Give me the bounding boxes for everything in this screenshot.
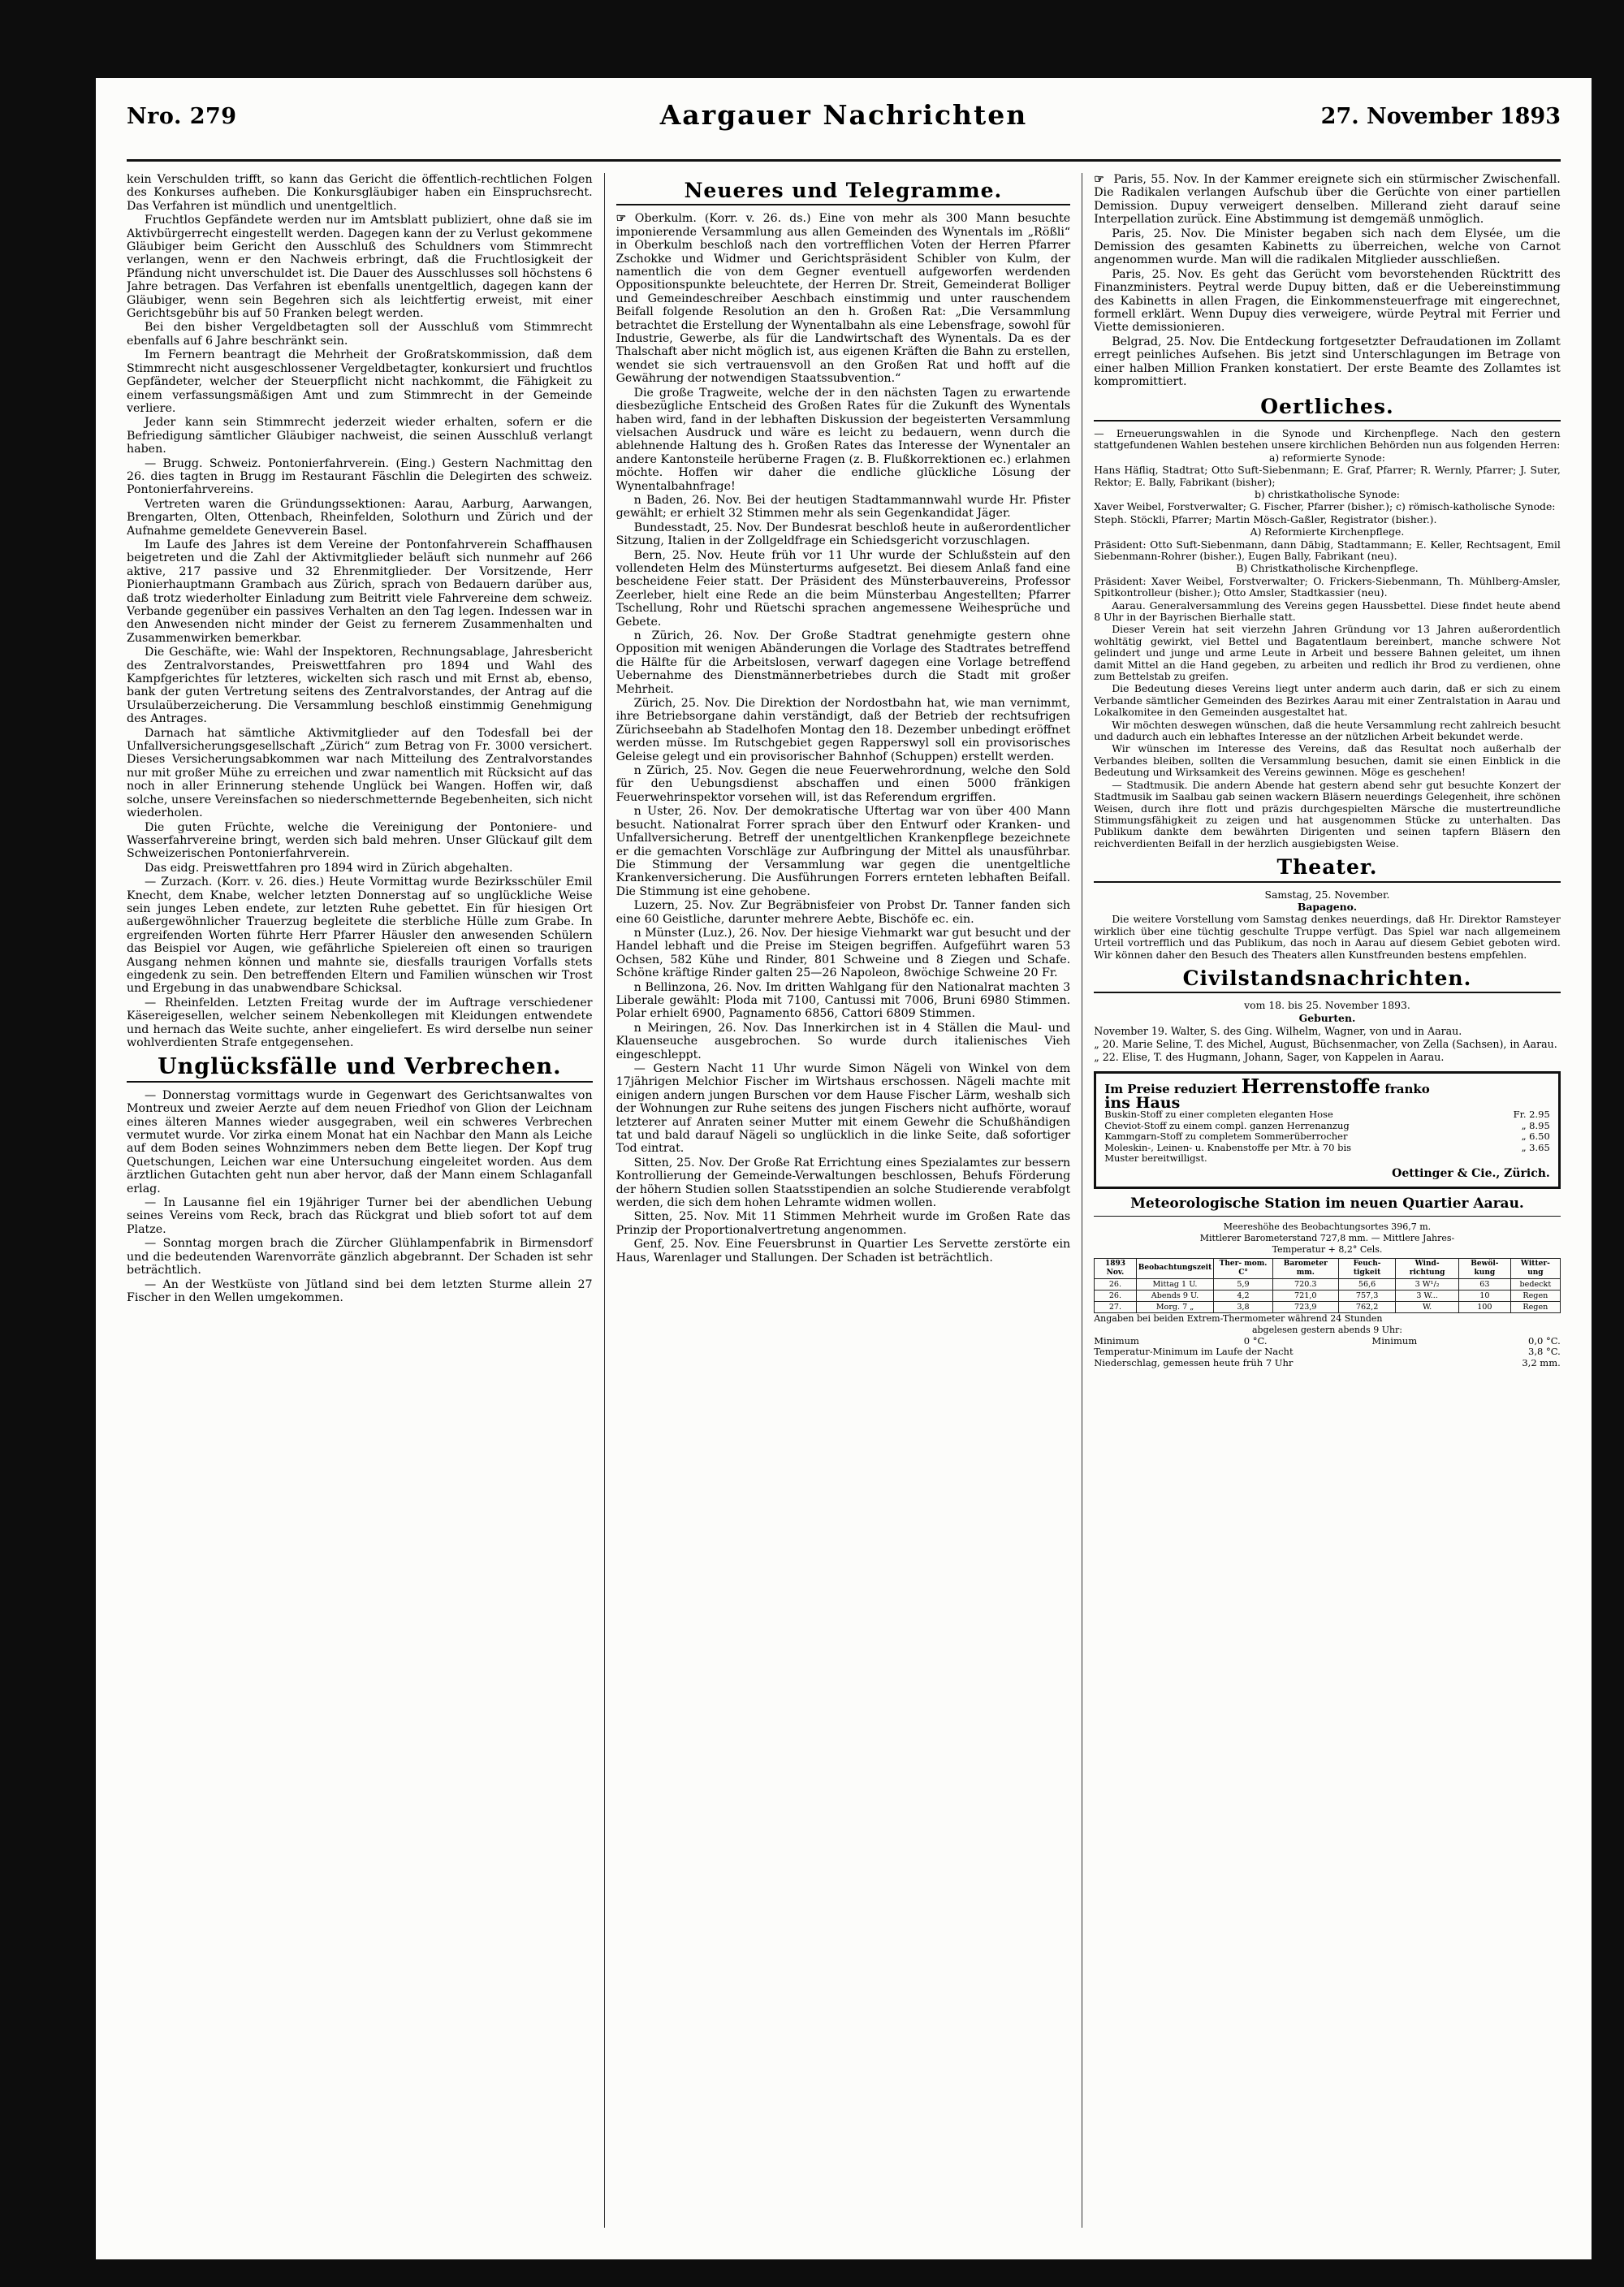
theater-date: Samstag, 25. November. <box>1264 888 1390 901</box>
label: Minimum <box>1371 1334 1418 1347</box>
paragraph: Die große Tragweite, welche der in den nächsten Tagen zu erwartende diesbezügliche Entscheid des Großen Rates für die Zukunft des Wynentals haben wird, fand in der lebhaften Diskussion der begeisterten Versammlung vielsachen Ausdruck und wäre es leicht zu bedauern, wenn durch die ablehnende Haltung des h. Großen Rates das Interesse der Wynentaler an andere Kantonsteile herüberne Fragen (z. B. Flußkorrektionen ec.) erlahmen möchte. Hoffen wir daher die endliche glückliche Lösung der Wynentalbahnfrage! <box>615 386 1071 493</box>
col-header: Ther- mom. C° <box>1214 1258 1273 1278</box>
cell: 26. <box>1095 1278 1137 1290</box>
label: Minimum <box>1094 1334 1139 1347</box>
cell: 721,0 <box>1272 1290 1338 1301</box>
ad-item <box>1104 1153 1550 1165</box>
cell: 723,9 <box>1272 1301 1338 1312</box>
paragraph: Paris, 25. Nov. Es geht das Gerücht vom bevorstehenden Rücktritt des Finanzministers. Peytral werde Dupuy bitten, daß er die Uebereinstimmung des Kabinetts in allen Fragen, die Einkommensteuerfrage mit eingerechnet, formell erklärt. Wenn Dupuy dies verweigere, würde Peytral mit Ferrier und Viette demissionieren. <box>1094 267 1561 335</box>
paragraph: Zürich, 25. Nov. Die Direktion der Nordostbahn hat, wie man vernimmt, ihre Betriebsorgane dahin verständigt, daß der Betrieb der rechtsufrigen Zürichseebahn ab Stadelhofen Montag den 18. Dezember unbedingt eröffnet werden müsse. Im Rutschgebiet gegen Rapperswyl soll ein provisorisches Geleise gelegt und ein provisorischer Bahnhof (Schuppen) erstellt werden. <box>615 697 1071 763</box>
ad-item-text: Kammgarn-Stoff zu completem Sommerüberrocher <box>1104 1131 1348 1143</box>
column-2 <box>605 173 1083 2228</box>
section-divider <box>1094 992 1561 993</box>
paragraph: n Meiringen, 26. Nov. Das Innerkirchen ist in 4 Ställen die Maul- und Klauenseuche ausgebrochen. So wurde durch italienisches Vieh eingeschleppt. <box>615 1021 1071 1061</box>
paragraph <box>1094 173 1561 227</box>
section-divider <box>1094 1216 1561 1217</box>
paragraph: Vertreten waren die Gründungssektionen: Aarau, Aarburg, Aarwangen, Brengarten, Olten, Ottenbach, Rheinfelden, Solothurn und Zürich und der Aufnahme gemeldete Genevverein Basel. <box>127 497 593 538</box>
paragraph: Bei den bisher Vergeldbetagten soll der Ausschluß vom Stimmrecht ebenfalls auf 6 Jahre beschränkt sein. <box>127 321 593 348</box>
col-header: 1893 Nov. <box>1095 1258 1137 1278</box>
section-heading-crimes: Unglücksfälle und Verbrechen. <box>158 1054 562 1080</box>
column-1 <box>127 173 605 2228</box>
col-header: Wind- richtung <box>1396 1258 1458 1278</box>
paragraph: — Donnerstag vormittags wurde in Gegenwart des Gerichtsanwaltes von Montreux und zweier Aerzte auf dem neuen Friedhof von Glion der Leichnam eines älteren Mannes wieder ausgegraben, weil ein schweres Verbrechen vermutet wurde. Vor zirka einem Monat hat ein Nachbar den Mann als Leiche auf dem Boden seines Wohnzimmers neben dem Bette liegen. Der Kopf trug Quetschungen, Leichen war eine Untersuchung eingeleitet worden. Aus dem ärztlichen Gutachten geht nun aber hervor, daß der Mann einem Schlaganfall erlag. <box>127 1088 593 1195</box>
meteo-table <box>1094 1258 1561 1313</box>
paragraph: n Baden, 26. Nov. Bei der heutigen Stadtammannwahl wurde Hr. Pfister gewählt; er erhielt 32 Stimmen mehr als sein Gegenkandidat Jäger. <box>615 493 1071 521</box>
civil-subtitle: vom 18. bis 25. November 1893. <box>1244 999 1410 1012</box>
ad-firm: Oettinger & Cie., Zürich. <box>1392 1166 1550 1180</box>
col-header: Feuch- tigkeit <box>1338 1258 1396 1278</box>
paragraph: Darnach hat sämtliche Aktivmitglieder auf den Todesfall bei der Unfallversicherungsgesellschaft „Zürich“ zum Betrag von Fr. 3000 versichert. Dieses Versicherungsabkommen war nach Mitteilung des Zentralvorstandes nur mit großer Mühe zu erreichen und zwar namentlich mit Rücksicht auf das noch in aller Erinnerung stehende Unglück bei Wangen. Hoffen wir, daß solche, unsere Vereinsfachen so niederschmetternde Begebenheiten, sich nicht wiederholen. <box>127 726 593 820</box>
ad-item-price: „ 3.65 <box>1521 1141 1550 1153</box>
meteo-extreme-row <box>1094 1336 1561 1347</box>
ad-item-price: „ 8.95 <box>1521 1119 1550 1131</box>
section-heading-local: Oertliches. <box>1260 394 1394 418</box>
cell: 3,8 <box>1214 1301 1273 1312</box>
cell: Regen <box>1510 1290 1560 1301</box>
ad-item-text: Buskin-Stoff zu einer completen eleganten Hose <box>1104 1109 1333 1120</box>
section-divider <box>616 204 1071 205</box>
paragraph: — In Lausanne fiel ein 19jähriger Turner bei der abendlichen Uebung seines Vereins vom Reck, brach das Rückgrat und blieb sofort tot auf dem Platze. <box>127 1196 593 1236</box>
paragraph: — Brugg. Schweiz. Pontonierfahrverein. (Eing.) Gestern Nachmittag den 26. dies tagten in Brugg im Restaurant Fäschlin die Delegirten des schweiz. Pontonierfahrvereins. <box>127 456 593 497</box>
pointing-hand-icon: ☞ <box>615 212 635 226</box>
paragraph: Xaver Weibel, Forstverwalter; G. Fischer, Pfarrer (bisher.); c) römisch-katholische Synode: <box>1094 500 1556 513</box>
ad-item <box>1104 1109 1550 1121</box>
ad-item-text: Muster bereitwilligst. <box>1104 1152 1207 1165</box>
cell: 10 <box>1458 1290 1510 1301</box>
civil-births-heading: Geburten. <box>1298 1011 1356 1024</box>
value: 3,8 °C. <box>1528 1346 1561 1358</box>
cell: 5,9 <box>1214 1278 1273 1290</box>
paragraph: Die weitere Vorstellung vom Samstag denkes neuerdings, daß Hr. Direktor Ramsteyer wirklich über eine tüchtig geschulte Truppe verfügt. Das Spiel war nach allgemeinem Urteil vortrefflich und das Publikum, das noch in Aarau auf diesem Gebiet geboten wird. Wir können daher den Besuch des Theaters allen Kunstfreunden bestens empfehlen. <box>1094 913 1561 961</box>
table-row <box>1095 1278 1561 1290</box>
meteo-extreme-row <box>1094 1358 1561 1369</box>
ad-item <box>1104 1143 1550 1154</box>
meteo-subtitle-1: Meereshöhe des Beobachtungsortes 396,7 m. <box>1223 1221 1432 1232</box>
paragraph: Die guten Früchte, welche die Vereinigung der Pontoniere- und Wasserfahrvereine bringt, werden sich bald mehren. Unser Glückauf gilt dem Schweizerischen Pontonierfahrverein. <box>127 820 593 861</box>
meteo-footnote: abgelesen gestern abends 9 Uhr: <box>1251 1324 1403 1335</box>
paragraph: Im Fernern beantragt die Mehrheit der Großratskommission, daß dem Stimmrecht nicht ausgeschlossener Vergeldbetagter, konkursiert und fruchtlos Gepfändeter, welcher der Steuerpflicht nicht nachkommt, die Fähigkeit zu einem verfassungsmäßigen Amt und zum Stimmrecht in der Gemeinde verliere. <box>127 348 593 415</box>
paragraph: Das eidg. Preiswettfahren pro 1894 wird in Zürich abgehalten. <box>145 861 513 875</box>
section-heading-theater: Theater. <box>1276 855 1378 880</box>
cell: 63 <box>1458 1278 1510 1290</box>
ad-item-price: Fr. 2.95 <box>1513 1109 1550 1120</box>
paper-sheet <box>96 78 1592 2259</box>
list-item: „ 22. Elise, T. des Hugmann, Johann, Sager, von Kappelen in Aarau. <box>1094 1051 1445 1064</box>
paragraph-text: Paris, 55. Nov. In der Kammer ereignete sich ein stürmischer Zwischenfall. Die Radikalen verlangen Aufschub über die Gerüchte von einer partiellen Demission. Dupuy verweigert denselben. Millerand zieht darauf seine Interpellation zurück. Eine Abstimmung ist demgemäß unmöglich. <box>1094 173 1561 227</box>
section-heading-civil: Civilstandsnachrichten. <box>1182 966 1472 990</box>
paragraph-text: Oberkulm. (Korr. v. 26. ds.) Eine von mehr als 300 Mann besuchte imponierende Versammlung aus allen Gemeinden des Wynentals im „Rößli“ in Oberkulm beschloß nach den vortrefflichen Voten der Herren Pfarrer Zschokke und Widmer und Gerichtspräsident Schibler von Kulm, der namentlich die von dem Gegner eventuell aufgeworfen werdenden Oppositionspunkte beleuchtete, der Herren Dr. Streit, Gemeinderat Bolliger und Gemeindeschreiber Aeschbach einstimmig und unter rauschendem Beifall folgende Resolution an den h. Großen Rat: „Die Versammlung betrachtet die Erstellung der Wynentalbahn als eine Lebensfrage, sowohl für Industrie, Gewerbe, als für die Landwirtschaft des Wynentals. Da es der Thalschaft aber nicht möglich ist, aus eigenen Kräften die Bahn zu erstellen, wendet sie sich vertrauensvoll an den Großen Rat und hofft auf die Gewährung der notwendigen Staatssubvention.“ <box>615 212 1071 386</box>
paragraph: n Uster, 26. Nov. Der demokratische Uftertag war von über 400 Mann besucht. Nationalrat Forrer sprach über den Entwurf oder Kranken- und Unfallversicherung. Betreff der unentgeltlichen Krankenpflege bezeichnete er die gemachten Vorschläge zur Aufbringung der Mittel als unausführbar. Die Stimmung der Versammlung war gegen die unentgeltliche Krankenversicherung. Die Ausführungen Forrers ernteten lebhaften Beifall. Die Stimmung ist eine gehobene. <box>615 805 1071 898</box>
label: Temperatur-Minimum im Laufe der Nacht <box>1094 1346 1294 1358</box>
cell: 26. <box>1095 1290 1137 1301</box>
ad-item-price: „ 6.50 <box>1521 1131 1550 1143</box>
paragraph: n Zürich, 25. Nov. Gegen die neue Feuerwehrordnung, welche den Sold für den Uebungsdienst abschaffen und einen 5000 fränkigen Feuerwehrinspektor vorsehen will, ist das Referendum ergriffen. <box>615 764 1071 804</box>
paragraph: Wir wünschen im Interesse des Vereins, daß das Resultat noch außerhalb der Verbandes bleiben, sollten die Versammlung besuchen, damit sie einen Einblick in die Bedeutung und Wirksamkeit des Vereins gewinnen. Möge es geschehen! <box>1094 742 1561 779</box>
cell: 762,2 <box>1338 1301 1396 1312</box>
paragraph: Belgrad, 25. Nov. Die Entdeckung fortgesetzter Defraudationen im Zollamt erregt peinliches Aufsehen. Bis jetzt sind Unterschlagungen im Betrage von einer halben Million Franken konstatiert. Der erste Beamte des Zollamtes ist kompromittiert. <box>1094 335 1561 389</box>
article-columns <box>127 173 1561 2228</box>
meteo-heading: Meteorologische Station im neuen Quartier Aarau. <box>1130 1195 1524 1213</box>
col-header: Witter- ung <box>1510 1258 1560 1278</box>
paragraph <box>616 212 1071 385</box>
table-header-row <box>1095 1258 1561 1278</box>
paragraph: n Bellinzona, 26. Nov. Im dritten Wahlgang für den Nationalrat machten 3 Liberale gewählt: Ploda mit 7100, Cantussi mit 7006, Bruni 6980 Stimmen. Polar erhielt 6900, Pagnamento 6856, Cattori 6809 Stimmen. <box>615 980 1071 1021</box>
paragraph: Luzern, 25. Nov. Zur Begräbnisfeier von Probst Dr. Tanner fanden sich eine 60 Geistliche, darunter mehrere Aebte, Bischöfe ec. ein. <box>615 899 1071 926</box>
section-divider <box>1094 420 1561 422</box>
paragraph: — Erneuerungswahlen in die Synode und Kirchenpflege. Nach den gestern stattgefundenen Wahlen bestehen unsere kirchlichen Behörden nun aus folgenden Herren: <box>1094 426 1561 452</box>
cell: Mittag 1 U. <box>1136 1278 1214 1290</box>
paragraph: Im Laufe des Jahres ist dem Vereine der Pontonfahrverein Schaffhausen beigetreten und die Zahl der Aktivmitglieder beläuft sich nunmehr auf 266 aktive, 217 passive und 32 Ehrenmitglieder. Der Vorsitzende, Herr Pionierhauptmann Grambach aus Zürich, sprach von Bedauern darüber aus, daß trotz wiederholter Einladung zum Beitritt viele Fahrvereine dem schweiz. Verbande gegenüber ein passives Verhalten an den Tag legen. Indessen war in den Anwesenden nicht minder der Geist zu fernerem Zusammenhalten und Zusammenwirken bemerkbar. <box>127 538 593 645</box>
cell: 757,3 <box>1338 1290 1396 1301</box>
meteo-footnote: Angaben bei beiden Extrem-Thermometer während 24 Stunden <box>1094 1312 1383 1324</box>
cell: Regen <box>1510 1301 1560 1312</box>
paragraph: Dieser Verein hat seit vierzehn Jahren Gründung vor 13 Jahren außerordentlich wohltätig gewirkt, viel Bettel und Bagatentlaum bereinbert, manche schwere Not gelindert und junge und arme Leute in Arbeit und bessere Bahnen geleitet, um ihnen damit Mittel an die Hand gegeben, zu arbeiten und redlich ihr Brod zu verdienen, ohne zum Bettelstab zu greifen. <box>1094 623 1561 683</box>
paragraph: Bern, 25. Nov. Heute früh vor 11 Uhr wurde der Schlußstein auf den vollendeten Helm des Münsterturms aufgesetzt. Bei diesem Anlaß fand eine bescheidene Feier statt. Der Präsident des Münsterbauvereins, Professor Zeerleber, hielt eine Rede an die beim Münsterbau Angestellten; Pfarrer Tschellung, Rohr und Rüetschi sprachen angemessene Weihesprüche und Gebete. <box>615 548 1071 629</box>
col-header: Barometer mm. <box>1272 1258 1338 1278</box>
paragraph: B) Christkatholische Kirchenpflege. <box>1236 562 1419 575</box>
value: 0,0 °C. <box>1528 1334 1561 1347</box>
ad-item <box>1104 1131 1550 1143</box>
ad-product: Herrenstoffe <box>1241 1074 1381 1099</box>
ad-franko: franko <box>1384 1082 1430 1097</box>
ad-item-price <box>1544 1153 1550 1165</box>
cell: 4,2 <box>1214 1290 1273 1301</box>
cell: 3 W... <box>1396 1290 1458 1301</box>
value: 0 °C. <box>1243 1334 1268 1347</box>
paragraph: Aarau. Generalversammlung des Vereins gegen Haussbettel. Diese findet heute abend 8 Uhr in der Bayrischen Bierhalle statt. <box>1094 599 1561 623</box>
theater-play-title: Bapageno. <box>1297 900 1358 913</box>
paragraph: Wir möchten deswegen wünschen, daß die heute Versammlung recht zahlreich besucht und dadurch auch ein lebhaftes Interesse an der nützlichen Arbeit bekundet werde. <box>1094 718 1561 743</box>
column-3 <box>1082 173 1561 2228</box>
paragraph: Fruchtlos Gepfändete werden nur im Amtsblatt publiziert, ohne daß sie im Aktivbürgerrecht eingestellt werden. Dagegen kann der zu Verlust gekommene Gläubiger beim Gericht den Ausschluß des Schuldners vom Stimmrecht verlangen, wenn er den Nachweis erbringt, daß die Fruchtlosigkeit der Pfändung nicht unverschuldet ist. Die Dauer des Ausschlusses soll höchstens 6 Jahre betragen. Das Verfahren ist ebenfalls unentgeltlich, dagegen kann der Gläubiger, wenn sein Begehren sich als leichtfertig erweist, mit einer Gerichtsgebühr bis auf 50 Franken belegt werden. <box>127 214 593 321</box>
ad-item <box>1104 1121 1550 1132</box>
paragraph: Steph. Stöckli, Pfarrer; Martin Mösch-Gaßler, Registrator (bisher.). <box>1094 512 1437 525</box>
ad-line3: ins Haus <box>1104 1093 1181 1112</box>
paragraph: Präsident: Xaver Weibel, Forstverwalter; O. Frickers-Siebenmann, Th. Mühlberg-Amsler, Spitkontrolleur (bisher.); Otto Amsler, Stadtkassier (neu). <box>1094 574 1561 599</box>
paragraph: a) reformierte Synode: <box>1268 451 1385 464</box>
col-header: Beobachtungszeit <box>1136 1258 1214 1278</box>
cell: Morg. 7 „ <box>1136 1301 1214 1312</box>
paragraph: Die Bedeutung dieses Vereins liegt unter anderm auch darin, daß er sich zu einem Verbande sämtlicher Gemeinden des Bezirkes Aarau mit einer Zentralstation in Aarau und Lokalkomitee in den Gemeinden ausgestaltet hat. <box>1094 682 1561 719</box>
section-divider <box>1094 881 1561 883</box>
cell: 27. <box>1095 1301 1137 1312</box>
paragraph: Paris, 25. Nov. Die Minister begaben sich nach dem Elysée, um die Demission des gesamten Kabinetts zu überreichen, welche von Carnot angenommen wurde. Man will die radikalen Mitglieder ausschließen. <box>1094 227 1561 267</box>
masthead <box>127 96 1561 162</box>
pointing-hand-icon: ☞ <box>1094 173 1114 186</box>
meteo-extreme-row <box>1094 1347 1561 1358</box>
newspaper-title: Aargauer Nachrichten <box>659 99 1028 131</box>
list-item: „ 20. Marie Seline, T. des Michel, August, Büchsenmacher, von Zella (Sachsen), in Aarau. <box>1094 1038 1557 1051</box>
col-header: Bewöl- kung <box>1458 1258 1510 1278</box>
paragraph: Bundesstadt, 25. Nov. Der Bundesrat beschloß heute in außerordentlicher Sitzung, Italien in der Zollgeldfrage ein Schiedsgericht vorzuschlagen. <box>615 521 1071 548</box>
section-heading-telegrams: Neueres und Telegramme. <box>684 179 1003 202</box>
section-divider <box>127 1081 593 1083</box>
ad-item-text: Cheviot-Stoff zu einem compl. ganzen Herrenanzug <box>1104 1119 1350 1131</box>
paragraph: Präsident: Otto Suft-Siebenmann, dann Däbig, Stadtammann; E. Keller, Rechtsagent, Emil Siebenmann-Rohrer (bisher.), Eugen Bally, Fabrikant (neu). <box>1094 538 1561 562</box>
paragraph: n Münster (Luz.), 26. Nov. Der hiesige Viehmarkt war gut besucht und der Handel lebhaft und die Preise im Steigen begriffen. Aufgeführt waren 53 Ochsen, 582 Kühe und Rinder, 801 Schweine und 8 Ziegen und Schafe. Schöne kräftige Rinder galten 25—26 Napoleon, 8wöchige Schweine 20 Fr. <box>615 926 1071 980</box>
paragraph: — Rheinfelden. Letzten Freitag wurde der im Auftrage verschiedener Käsereigesellen, welcher seinem Nebenkollegen mit Kleidungen entwendete und hernach das Weite suchte, anher eingeliefert. Es wird derselbe nun seiner wohlverdienten Strafe entgegensehen. <box>127 996 593 1049</box>
meteo-subtitle-3: Temperatur + 8,2° Cels. <box>1272 1243 1383 1255</box>
paragraph: A) Reformierte Kirchenpflege. <box>1250 525 1405 538</box>
table-row <box>1095 1301 1561 1312</box>
ad-item-text: Moleskin-, Leinen- u. Knabenstoffe per Mtr. à 70 bis <box>1104 1141 1352 1153</box>
ad-line1: Im Preise reduziert <box>1104 1082 1237 1097</box>
paragraph: Hans Häfliq, Stadtrat; Otto Suft-Siebenmann; E. Graf, Pfarrer; R. Wernly, Pfarrer; J. Suter, Rektor; E. Bally, Fabrikant (bisher); <box>1094 464 1561 488</box>
paragraph: n Zürich, 26. Nov. Der Große Stadtrat genehmigte gestern ohne Opposition mit wenigen Abänderungen die Vorlage des Stadtrates betreffend die Hälfte für die Arbeitslosen, verwarf dagegen eine Vorlage betreffend Uebernahme des Dienstmännerbetriebes durch die Stadt mit großer Mehrheit. <box>615 629 1071 696</box>
paragraph: Sitten, 25. Nov. Der Große Rat Errichtung eines Spezialamtes zur bessern Kontrollierung der Gemeinde-Verwaltungen beschlossen, Behufs Förderung der höhern Studien sollen Staatsstipendien an solche Studierende verabfolgt werden, die sich dem hohen Lehramte widmen wollen. <box>615 1156 1071 1210</box>
paragraph: — An der Westküste von Jütland sind bei dem letzten Sturme allein 27 Fischer in den Wellen umgekommen. <box>127 1278 593 1304</box>
value: 3,2 mm. <box>1522 1356 1561 1368</box>
label: Niederschlag, gemessen heute früh 7 Uhr <box>1094 1356 1294 1368</box>
list-item: November 19. Walter, S. des Ging. Wilhelm, Wagner, von und in Aarau. <box>1094 1025 1462 1038</box>
paragraph: Jeder kann sein Stimmrecht jederzeit wieder erhalten, sofern er die Befriedigung sämtlicher Gläubiger nachweist, die seinen Ausschluß verlangt haben. <box>127 416 593 456</box>
cell: 100 <box>1458 1301 1510 1312</box>
paragraph: Genf, 25. Nov. Eine Feuersbrunst in Quartier Les Servette zerstörte ein Haus, Warenlager und Stallungen. Der Schaden ist beträchtlich. <box>615 1238 1071 1265</box>
cell: bedeckt <box>1510 1278 1560 1290</box>
table-row <box>1095 1290 1561 1301</box>
paragraph: — Gestern Nacht 11 Uhr wurde Simon Nägeli von Winkel von dem 17jährigen Melchior Fischer im Wirtshaus erschossen. Nägeli machte mit einigen andern jungen Burschen vor dem Hause Fischer Lärm, weshalb sich der Wohnungen zur Ruhe seitens des jungen Fischers nicht aufhörte, worauf letzterer auf Anraten seiner Mutter mit einem Gewehr die Schußhändigen tat und bald darauf Nägeli so unglücklich in die linke Seite, daß sofortiger Tod eintrat. <box>615 1062 1071 1156</box>
issue-date: 27. November 1893 <box>1320 104 1561 129</box>
paragraph: Sitten, 25. Nov. Mit 11 Stimmen Mehrheit wurde im Großen Rate das Prinzip der Proportionalvertretung angenommen. <box>615 1210 1071 1237</box>
cell: 3 W¹/₂ <box>1396 1278 1458 1290</box>
cell: 56,6 <box>1338 1278 1396 1290</box>
cell: 720.3 <box>1272 1278 1338 1290</box>
paragraph: kein Verschulden trifft, so kann das Gericht die öffentlich-rechtlichen Folgen des Konkurses aufheben. Die Konkursgläubiger haben ein Einspruchsrecht. Das Verfahren ist mündlich und unentgeltlich. <box>127 173 593 213</box>
cell: W. <box>1396 1301 1458 1312</box>
issue-number: Nro. 279 <box>127 104 237 129</box>
meteo-subtitle-2: Mittlerer Barometerstand 727,8 mm. — Mittlere Jahres- <box>1199 1232 1455 1243</box>
paragraph: Die Geschäfte, wie: Wahl der Inspektoren, Rechnungsablage, Jahresbericht des Zentralvorstandes, Preiswettfahren pro 1894 und Wahl des Kampfgerichtes für letzteres, wickelten sich rasch und mit Ernst ab, ebenso, bank der guten Vertretung seitens des Zentralvorstandes, der Antrag auf die Ursulaüberzeicherung. Die Versammlung beschloß einstimmig Genehmigung des Antrages. <box>127 646 593 726</box>
cell: Abends 9 U. <box>1136 1290 1214 1301</box>
advertisement-herrenstoffe[interactable] <box>1094 1071 1561 1189</box>
paragraph: b) christkatholische Synode: <box>1254 487 1400 500</box>
paragraph: — Sonntag morgen brach die Zürcher Glühlampenfabrik in Birmensdorf und die bedeutenden Warenvorräte gänzlich abgebrannt. Der Schaden ist sehr beträchtlich. <box>127 1237 593 1278</box>
paragraph: — Stadtmusik. Die andern Abende hat gestern abend sehr gut besuchte Konzert der Stadtmusik im Saalbau gab seinen wackern Bläsern neuerdings Gelegenheit, ihre schönen Weisen, durch ihre flott und präzis durchgespielten Märsche die mustertreundliche Stimmungsfähigkeit zu zeigen und hat ausgenommen Stücke zu unterhalten. Das Publikum dankte dem bewährten Dirigenten und seinen tapfern Bläsern den reichverdienten Beifall in der herzlich ausgiebigsten Weise. <box>1094 778 1561 850</box>
paragraph: — Zurzach. (Korr. v. 26. dies.) Heute Vormittag wurde Bezirksschüler Emil Knecht, dem Knabe, welcher letzten Donnerstag auf so unglückliche Weise sein junges Leben endete, zur letzten Ruhe gebettet. Ein für hiesigen Ort außergewöhnlicher Trauerzug begleitete die sterbliche Hülle zum Grabe. In ergreifenden Worten führte Herr Pfarrer Häusler den anwesenden Schülern das Beispiel vor Augen, wie gefährliche Spielereien oft einen so traurigen Ausgang nehmen können und mahnte sie, diesfalls traurigen Vorfalls stets eingedenk zu sein. Den betreffenden Eltern und Familien wünschen wir Trost und Ergebung in das unabwendbare Schicksal. <box>127 875 593 996</box>
